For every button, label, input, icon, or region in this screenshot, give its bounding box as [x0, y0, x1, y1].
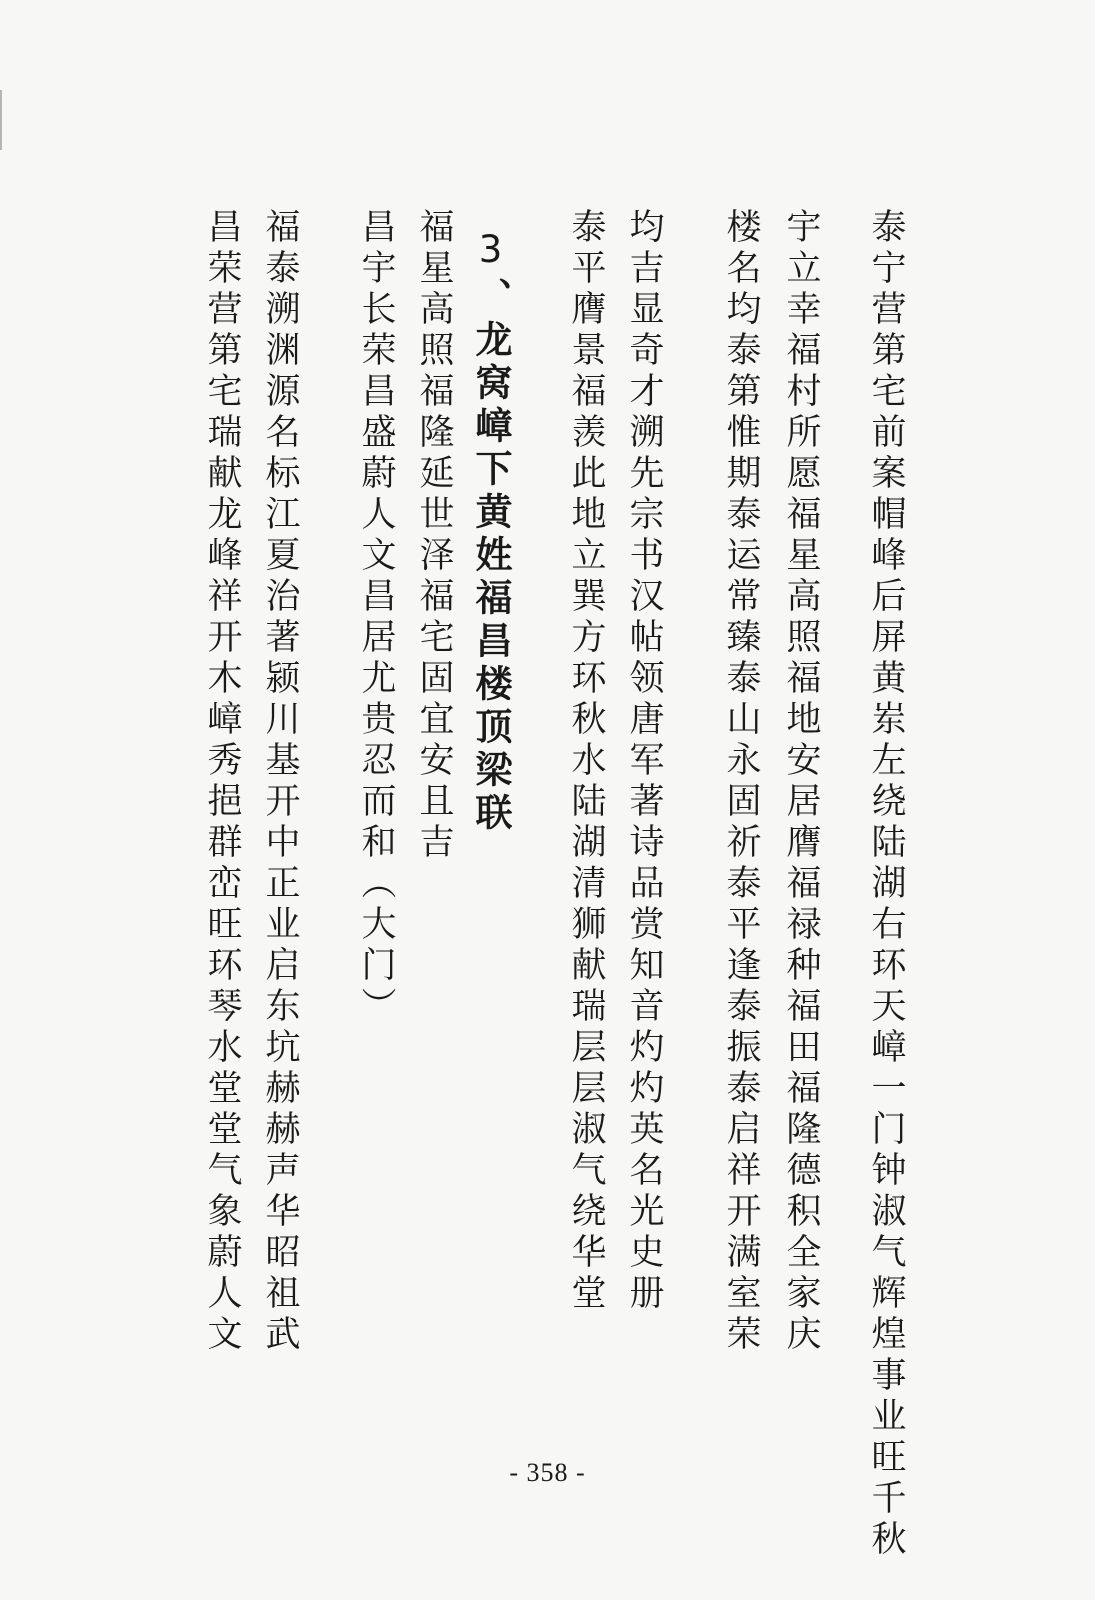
section-number: 3 [469, 228, 512, 277]
couplet-column-5 [566, 208, 606, 1315]
long-couplet-1 [260, 208, 300, 1356]
couplet-row-1 [414, 208, 454, 864]
couplet-column-4 [624, 208, 664, 1315]
long-couplet-2 [202, 208, 242, 1356]
couplet-third: 昌居尤贵忍而和 [356, 577, 396, 864]
couplet-note: （大门） [356, 864, 396, 1028]
couplet-column-3 [721, 208, 761, 1356]
couplet-row-2 [356, 208, 396, 1028]
couplet-second: 福隆延世泽 [414, 372, 454, 577]
couplet-column-1 [866, 208, 906, 1561]
couplet-text: 泰平膺景福羡此地立巽方环秋水陆湖清狮献瑞层层淑气绕华堂 [566, 208, 606, 1315]
section-heading [470, 228, 510, 836]
page-number: - 358 - [509, 1458, 586, 1487]
scan-edge-mark [0, 90, 2, 150]
section-separator: 、 [469, 277, 512, 320]
couplet-text: 福泰溯渊源名标江夏治著颍川基开中正业启东坑赫赫声华昭祖武 [260, 208, 300, 1356]
section-title: 龙窝嶂下黄姓福昌楼顶梁联 [469, 320, 512, 836]
couplet-text: 楼名均泰第惟期泰运常臻泰山永固祈泰平逢泰振泰启祥开满室荣 [721, 208, 761, 1356]
couplet-column-2 [781, 208, 821, 1356]
couplet-third: 福宅固宜安且吉 [414, 577, 454, 864]
couplet-first: 昌宇长荣 [356, 208, 396, 372]
couplet-first: 福星高照 [414, 208, 454, 372]
couplet-second: 昌盛蔚人文 [356, 372, 396, 577]
couplet-text: 宇立幸福村所愿福星高照福地安居膺福禄种福田福隆德积全家庆 [781, 208, 821, 1356]
couplet-text: 昌荣营第宅瑞献龙峰祥开木嶂秀挹群峦旺环琴水堂堂气象蔚人文 [202, 208, 242, 1356]
couplet-text: 泰宁营第宅前案帽峰后屏黄岽左绕陆湖右环天嶂一门钟淑气辉煌事业旺千秋 [866, 208, 906, 1561]
couplet-text: 均吉显奇才溯先宗书汉帖领唐军著诗品赏知音灼灼英名光史册 [624, 208, 664, 1315]
